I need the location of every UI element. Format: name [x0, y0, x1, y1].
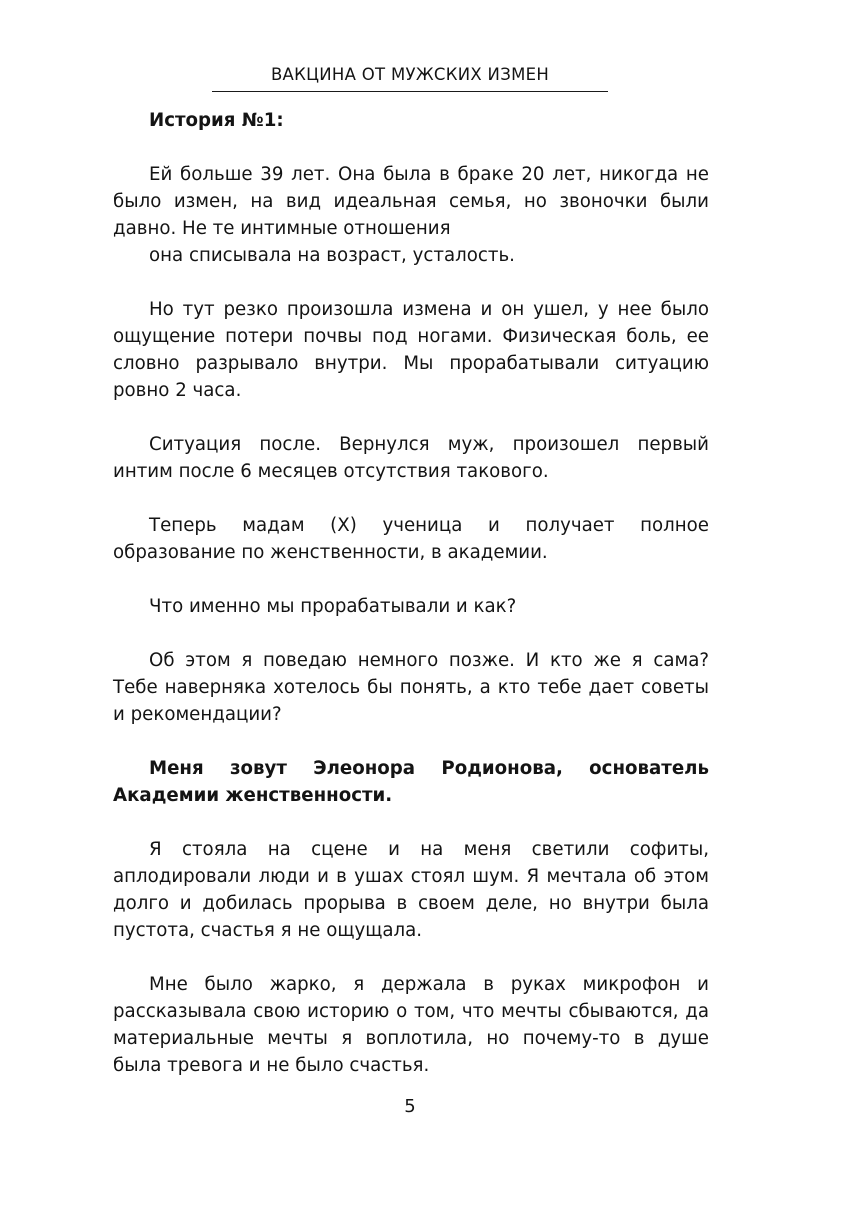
paragraph-author-intro: Меня зовут Элеонора Родионова, основатель Академии женственности. [113, 758, 709, 806]
paragraph-question: Что именно мы прорабатывали и как? [149, 596, 517, 617]
paragraph-story-intro: Ей больше 39 лет. Она была в браке 20 лет, никогда не было измен, на вид идеальная семья, но звоночки были давно. Не те интимные отношения [113, 164, 709, 239]
running-header: ВАКЦИНА ОТ МУЖСКИХ ИЗМЕН [212, 64, 608, 92]
paragraph-microphone: Мне было жарко, я держала в руках микрофон и рассказывала свою историю о том, что мечты сбываются, да материальные мечты я воплотила, но почему-то в душе была тревога и не было счастья. [113, 974, 709, 1076]
paragraph-who-am-i: Об этом я поведаю немного позже. И кто же я сама? Тебе наверняка хотелось бы понять, а кто тебе дает советы и рекомендации? [113, 650, 709, 725]
paragraph-betrayal: Но тут резко произошла измена и он ушел, у нее было ощущение потери почвы под ногами. Физическая боль, ее словно разрывало внутри. Мы прорабатывали ситуацию ровно 2 часа. [113, 299, 709, 401]
page-body [113, 107, 709, 1106]
paragraph-stage: Я стояла на сцене и на меня светили софиты, аплодировали люди и в ушах стоял шум. Я мечтала об этом долго и добилась прорыва в своем деле, но внутри была пустота, счастья я не ощущала. [113, 839, 709, 941]
paragraph-story-intro-continued: она списывала на возраст, усталость. [149, 245, 515, 266]
page-number: 5 [404, 1096, 416, 1117]
story-heading: История №1: [149, 110, 284, 131]
paragraph-after: Ситуация после. Вернулся муж, произошел первый интим после 6 месяцев отсутствия такового. [113, 434, 709, 482]
paragraph-student: Теперь мадам (Х) ученица и получает полное образование по женственности, в академии. [113, 515, 709, 563]
